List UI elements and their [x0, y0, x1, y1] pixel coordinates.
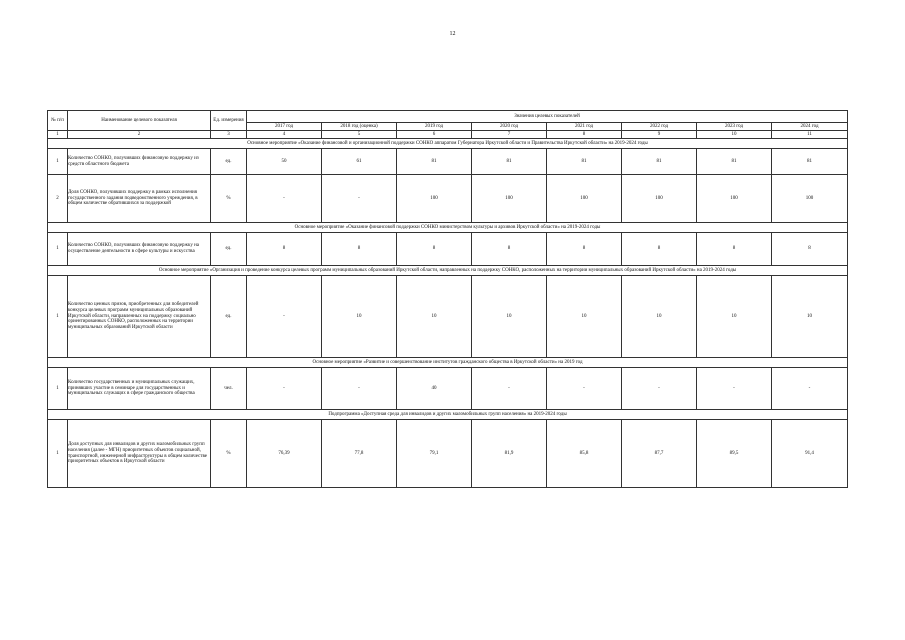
- section-title: Основное мероприятие «Организация и проведение конкурса целевых программ муниципальных образований Иркутской области, направленных на поддержку СОНКО, расположенных на территории муниципальных образований Иркутской области» на 2019-2024 годы: [48, 266, 848, 276]
- header-year: 2023 год: [697, 123, 772, 131]
- header-year: 2019 год: [397, 123, 472, 131]
- header-year: 2018 год (оценка): [322, 123, 397, 131]
- indicator-value: 8: [547, 233, 622, 266]
- indicator-value: 100: [547, 175, 622, 223]
- indicator-value: -: [472, 368, 547, 410]
- indicator-name: Количество государственных и муниципальных служащих, принявших участие в семинаре для государственных и муниципальных служащих в сфере гражданского общества: [68, 368, 211, 410]
- indicator-value: 40: [397, 368, 472, 410]
- header-column-number: 5: [322, 131, 397, 139]
- indicator-value: 91,4: [772, 420, 848, 488]
- indicator-name: Доля доступных для инвалидов и других маломобильных групп населения (далее - МГН) приоритетных объектов социальной, транспортной, инженерной инфраструктуры в общем количестве приоритетных объектов в Иркутской области: [68, 420, 211, 488]
- section-row: [48, 410, 848, 420]
- indicator-value: 8: [322, 233, 397, 266]
- header-column-number: 10: [697, 131, 772, 139]
- indicator-value: 8: [247, 233, 322, 266]
- indicator-number: 2: [48, 175, 68, 223]
- header-year: 2024 год: [772, 123, 848, 131]
- section-title: Основное мероприятие «Оказание финансовой и организационной поддержки СОНКО аппаратом Губернатора Иркутской области и Правительства Иркутской области» на 2019-2024 годы: [48, 139, 848, 149]
- indicator-name: Количество СОНКО, получивших финансовую поддержку из средств областного бюджета: [68, 149, 211, 175]
- indicator-value: 85,8: [547, 420, 622, 488]
- section-row: [48, 266, 848, 276]
- indicator-value: 10: [547, 276, 622, 358]
- section-row: [48, 139, 848, 149]
- indicator-value: 81: [622, 149, 697, 175]
- indicator-unit: %: [211, 175, 247, 223]
- indicator-row: [48, 175, 848, 223]
- header-column-number: 3: [211, 131, 247, 139]
- header-year: 2022 год: [622, 123, 697, 131]
- indicator-value: -: [322, 368, 397, 410]
- indicators-table: [47, 110, 848, 488]
- header-column-number: 11: [772, 131, 848, 139]
- section-title: Основное мероприятие «Развитие и совершенствование институтов гражданского общества в Иркутской области» на 2019 год: [48, 358, 848, 368]
- indicator-value: 8: [772, 233, 848, 266]
- indicator-value: -: [772, 368, 848, 410]
- section-row: [48, 358, 848, 368]
- indicator-unit: ед.: [211, 149, 247, 175]
- indicator-unit: ед.: [211, 276, 247, 358]
- header-unit: Ед. измерения: [211, 111, 247, 131]
- indicator-value: 81: [772, 149, 848, 175]
- indicator-value: 79,1: [397, 420, 472, 488]
- indicator-value: 61: [322, 149, 397, 175]
- indicator-row: [48, 276, 848, 358]
- header-values-group: Значения целевых показателей: [247, 111, 848, 123]
- indicator-value: 81: [547, 149, 622, 175]
- indicator-row: [48, 233, 848, 266]
- indicator-unit: ед.: [211, 233, 247, 266]
- indicator-value: 8: [697, 233, 772, 266]
- indicator-value: 81: [697, 149, 772, 175]
- indicator-value: 10: [622, 276, 697, 358]
- header-year: 2017 год: [247, 123, 322, 131]
- indicator-value: 77,8: [322, 420, 397, 488]
- indicator-value: 81: [397, 149, 472, 175]
- page-number: 12: [449, 31, 456, 37]
- indicator-value: 50: [247, 149, 322, 175]
- indicator-number: 1: [48, 368, 68, 410]
- indicator-row: [48, 368, 848, 410]
- indicator-value: 8: [472, 233, 547, 266]
- indicator-value: 10: [397, 276, 472, 358]
- indicator-value: -: [547, 368, 622, 410]
- indicator-value: 100: [772, 175, 848, 223]
- indicator-unit: чел.: [211, 368, 247, 410]
- indicator-value: 10: [322, 276, 397, 358]
- indicator-value: 100: [697, 175, 772, 223]
- indicator-number: 1: [48, 233, 68, 266]
- header-column-number: 9: [622, 131, 697, 139]
- header-column-number: 2: [68, 131, 211, 139]
- indicator-value: 100: [622, 175, 697, 223]
- header-column-number: 8: [547, 131, 622, 139]
- indicator-value: 81: [472, 149, 547, 175]
- indicator-value: 89,5: [697, 420, 772, 488]
- section-title: Подпрограмма «Доступная среда для инвалидов и других маломобильных групп населения» на 2019-2024 годы: [48, 410, 848, 420]
- header-year: 2020 год: [472, 123, 547, 131]
- indicator-value: 8: [397, 233, 472, 266]
- indicator-number: 1: [48, 149, 68, 175]
- header-num: № п/п: [48, 111, 68, 131]
- indicator-value: 8: [622, 233, 697, 266]
- indicator-value: 10: [472, 276, 547, 358]
- section-title: Основное мероприятие «Оказание финансовой поддержки СОНКО министерством культуры и архивов Иркутской области» на 2019-2024 годы: [48, 223, 848, 233]
- indicator-number: 1: [48, 420, 68, 488]
- header-name: Наименование целевого показателя: [68, 111, 211, 131]
- indicator-value: 87,7: [622, 420, 697, 488]
- indicator-value: 100: [472, 175, 547, 223]
- header-column-number: 6: [397, 131, 472, 139]
- header-column-number: 1: [48, 131, 68, 139]
- indicator-value: -: [247, 368, 322, 410]
- indicator-name: Доля СОНКО, получивших поддержку в рамках исполнения государственного задания подведомственного учреждения, в общем количестве обратившихся за поддержкой: [68, 175, 211, 223]
- indicator-name: Количество СОНКО, получивших финансовую поддержку на осуществление деятельности в сфере культуры и искусства: [68, 233, 211, 266]
- indicator-number: 1: [48, 276, 68, 358]
- header-column-number: 7: [472, 131, 547, 139]
- indicator-value: 100: [397, 175, 472, 223]
- indicator-value: 10: [697, 276, 772, 358]
- indicator-value: -: [322, 175, 397, 223]
- indicator-value: -: [247, 175, 322, 223]
- header-column-number: 4: [247, 131, 322, 139]
- indicator-row: [48, 149, 848, 175]
- indicator-value: -: [622, 368, 697, 410]
- section-row: [48, 223, 848, 233]
- indicator-value: 10: [772, 276, 848, 358]
- indicator-unit: %: [211, 420, 247, 488]
- indicator-row: [48, 420, 848, 488]
- indicator-value: -: [247, 276, 322, 358]
- indicator-value: 81,9: [472, 420, 547, 488]
- indicator-value: 76,39: [247, 420, 322, 488]
- indicator-name: Количество ценных призов, приобретенных для победителей конкурса целевых программ муниципальных образований Иркутской области, направленных на поддержку социально ориентированных СОНКО, расположенных на территории муниципальных образований Иркутской области: [68, 276, 211, 358]
- header-year: 2021 год: [547, 123, 622, 131]
- indicator-value: -: [697, 368, 772, 410]
